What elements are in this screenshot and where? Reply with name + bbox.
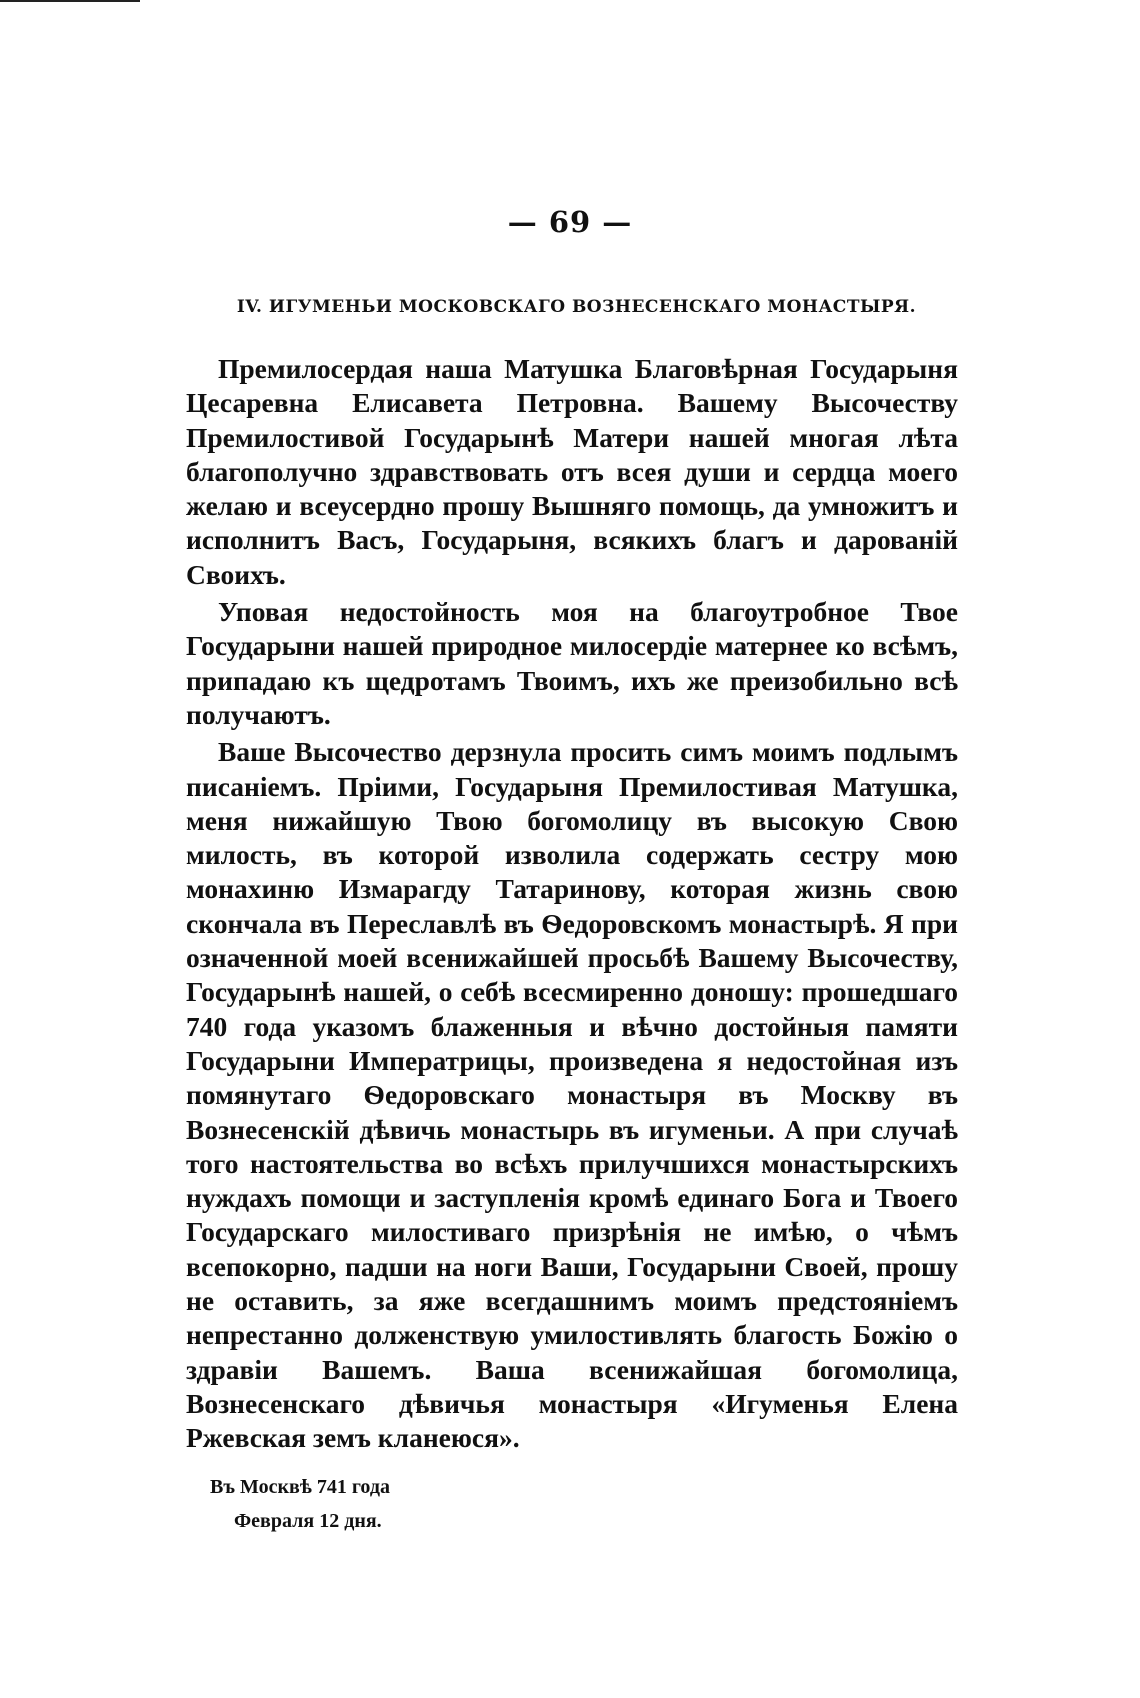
page-edge-mark — [0, 0, 140, 8]
letter-body — [186, 352, 958, 1459]
date-signoff — [210, 1470, 710, 1538]
paragraph-1: Премилосердая наша Матушка Благовѣрная Государыня Цесаревна Елисавета Петровна. Вашему Высочеству Премилостивой Государынѣ Матери нашей многая лѣта благополучно здравствовать отъ всея души и сердца моего желаю и всеусердно прошу Вышняго помощь, да умножитъ и исполнитъ Васъ, Государыня, всякихъ благъ и дарованій Своихъ. — [186, 353, 958, 590]
signoff-place-year: Въ Москвѣ 741 года — [210, 1476, 390, 1498]
section-heading: IV. ИГУМЕНЬИ МОСКОВСКАГО ВОЗНЕСЕНСКАГО МОНАСТЫРЯ. — [236, 297, 917, 317]
signoff-day-month: Февраля 12 дня. — [234, 1510, 382, 1532]
page-number: — 69 — — [507, 205, 633, 239]
paragraph-2: Уповая недостойность моя на благоутробное Твое Государыни нашей природное милосердіе матернее ко всѣмъ, припадаю къ щедротамъ Твоимъ, ихъ же преизобильно всѣ получаютъ. — [186, 596, 958, 730]
paragraph-3: Ваше Высочество дерзнула просить симъ моимъ подлымъ писаніемъ. Пріими, Государыня Премилостивая Матушка, меня нижайшую Твою богомолицу въ высокую Свою милость, въ которой изволила содержать сестру мою монахиню Измарагду Татаринову, которая жизнь свою скончала въ Переславлѣ въ Ѳедоровскомъ монастырѣ. Я при означенной моей всенижайшей просьбѣ Вашему Высочеству, Государынѣ нашей, о себѣ всесмиренно доношу: прошедшаго 740 года указомъ блаженныя и вѣчно достойныя памяти Государыни Императрицы, произведена я недостойная изъ помянутаго Ѳедоровскаго монастыря въ Москву въ Вознесенскій дѣвичь монастырь въ игуменьи. А при случаѣ того настоятельства во всѣхъ прилучшихся монастырскихъ нуждахъ помощи и заступленія кромѣ единаго Бога и Твоего Государскаго милостиваго призрѣнія не имѣю, о чѣмъ всепокорно, падши на ноги Ваши, Государыни Своей, прошу не оставить, за яже всегдашнимъ моимъ предстояніемъ непрестанно долженствую умилостивлять благость Божію о здравіи Вашемъ. Ваша всенижайшая богомолица, Вознесенскаго дѣвичья монастыря «Игуменья Елена Ржевская земъ кланеюся». — [186, 736, 958, 1454]
